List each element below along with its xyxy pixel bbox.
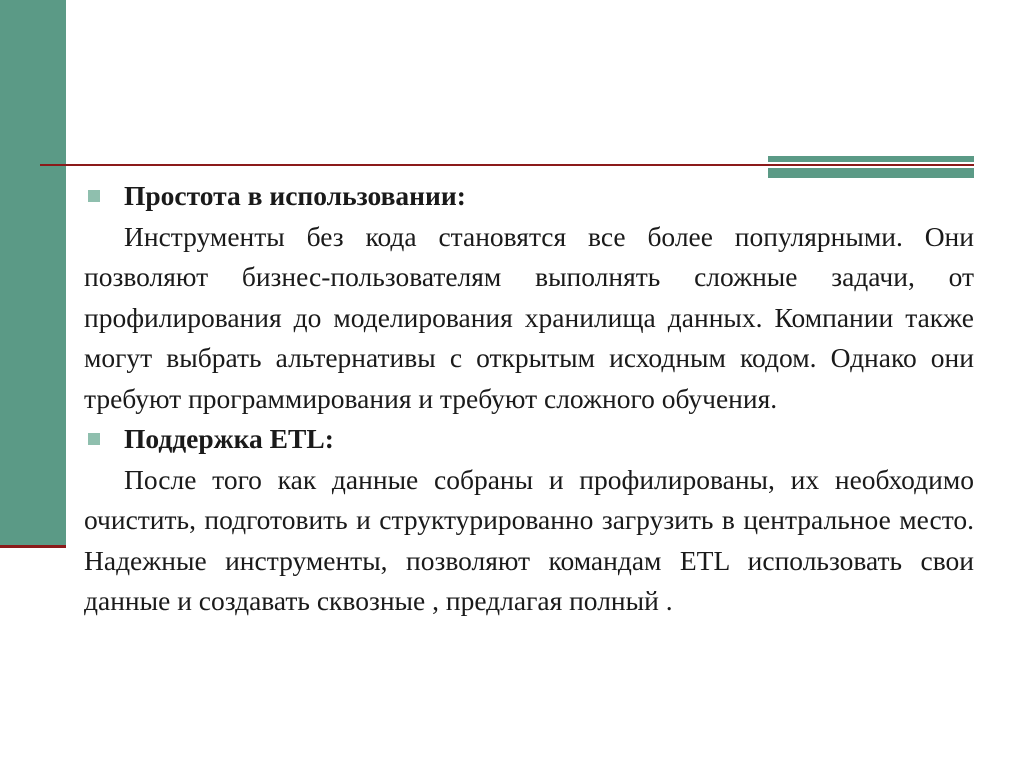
square-bullet-icon [88, 433, 100, 445]
accent-stripe-top [768, 156, 974, 162]
section-heading-usability [84, 176, 974, 217]
slide-content [84, 176, 974, 622]
section-heading-text: Поддержка ETL: [124, 423, 334, 454]
side-accent-underline [0, 545, 66, 548]
section-body-etl: После того как данные собраны и профилированы, их необходимо очистить, подготовить и структурированно загрузить в центральное место. Надежные инструменты, позволяют командам ETL использовать свои данные и создавать сквозные , предлагая полный . [84, 463, 974, 616]
section-heading-text: Простота в использовании: [124, 180, 466, 211]
section-body-usability: Инструменты без кода становятся все более популярными. Они позволяют бизнес-пользователям выполнять сложные задачи, от профилирования до моделирования хранилища данных. Компании также могут выбрать альтернативы с открытым исходным кодом. Однако они требуют программирования и требуют сложного обучения. [84, 220, 974, 414]
accent-stripes [768, 156, 974, 178]
square-bullet-icon [88, 190, 100, 202]
section-heading-etl [84, 419, 974, 460]
side-accent-bar [0, 0, 66, 545]
